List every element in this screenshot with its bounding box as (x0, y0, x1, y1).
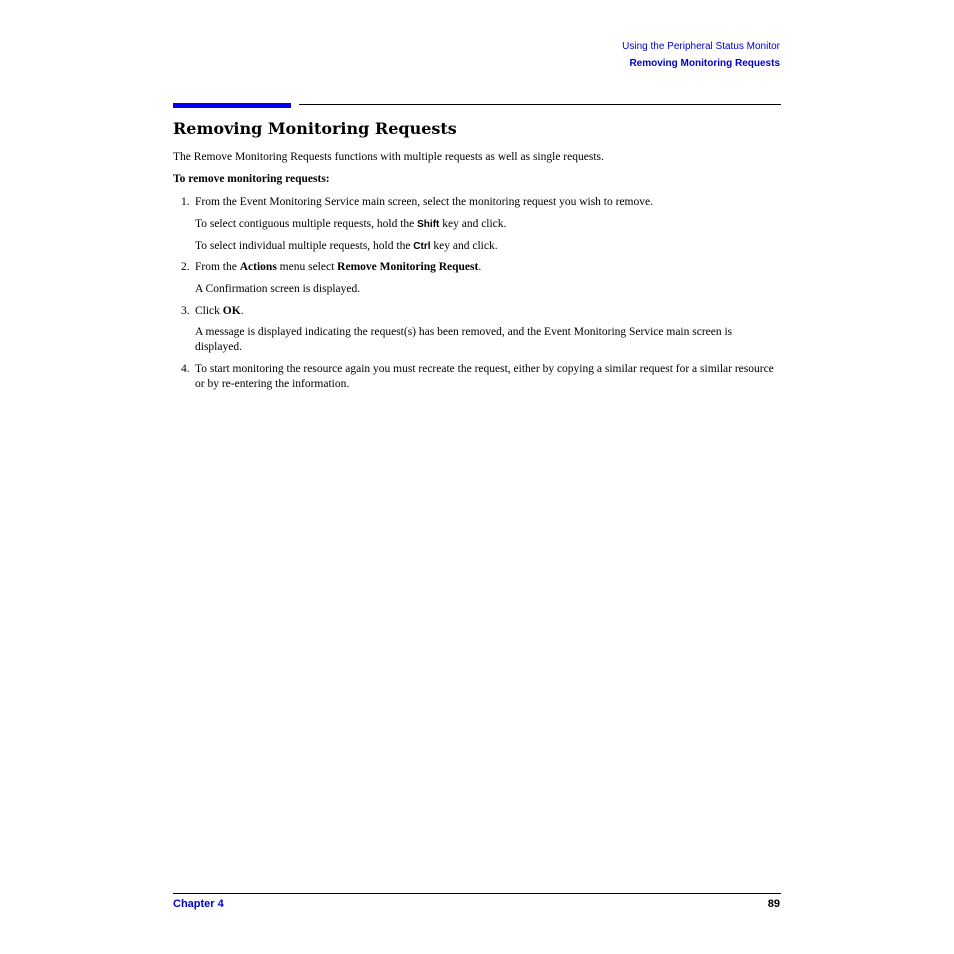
footer-rule (173, 893, 781, 894)
section-rule (299, 104, 781, 105)
step-text-part: . (478, 261, 482, 273)
step-text-part: menu select (276, 261, 338, 273)
ctrl-key-label: Ctrl (413, 241, 431, 252)
footer-chapter: Chapter 4 (173, 898, 224, 910)
step-text-part: . (240, 305, 244, 317)
page-number: 89 (767, 898, 780, 910)
step-text-part: Click (195, 305, 223, 317)
step-text (195, 260, 785, 275)
note-text: key and click. (439, 218, 507, 230)
step-text: From the Event Monitoring Service main screen, select the monitoring request you wish to remove. (195, 196, 653, 208)
running-head-chapter: Using the Peripheral Status Monitor (622, 41, 780, 52)
step-1-note-2 (195, 239, 785, 254)
shift-key-label: Shift (417, 219, 440, 230)
step-text-part: From the (195, 261, 240, 273)
button-name: OK (222, 305, 241, 317)
running-head-section: Removing Monitoring Requests (629, 58, 780, 69)
step-text: To start monitoring the resource again you must recreate the request, either by copying a similar request for a similar resource or by re-entering the information. (195, 363, 774, 390)
step-number: 4. (181, 363, 190, 375)
menu-item-name: Remove Monitoring Request (337, 261, 479, 273)
step-1-note-1 (195, 217, 785, 232)
section-title: Removing Monitoring Requests (173, 119, 457, 138)
section-accent-bar (173, 103, 291, 108)
note-text: To select contiguous multiple requests, hold the (195, 218, 418, 230)
note-text: key and click. (430, 240, 498, 252)
step-number: 3. (181, 305, 190, 317)
step-2-note: A Confirmation screen is displayed. (195, 283, 361, 295)
intro-paragraph: The Remove Monitoring Requests functions with multiple requests as well as single requests. (173, 151, 604, 163)
step-number: 1. (181, 196, 190, 208)
step-number: 2. (181, 261, 190, 273)
step-3-note: A message is displayed indicating the request(s) has been removed, and the Event Monitoring Service main screen is displayed. (195, 326, 733, 353)
menu-name: Actions (239, 261, 277, 273)
step-text (195, 304, 785, 319)
procedure-heading: To remove monitoring requests: (173, 173, 330, 185)
running-head (622, 38, 780, 72)
note-text: To select individual multiple requests, hold the (195, 240, 414, 252)
